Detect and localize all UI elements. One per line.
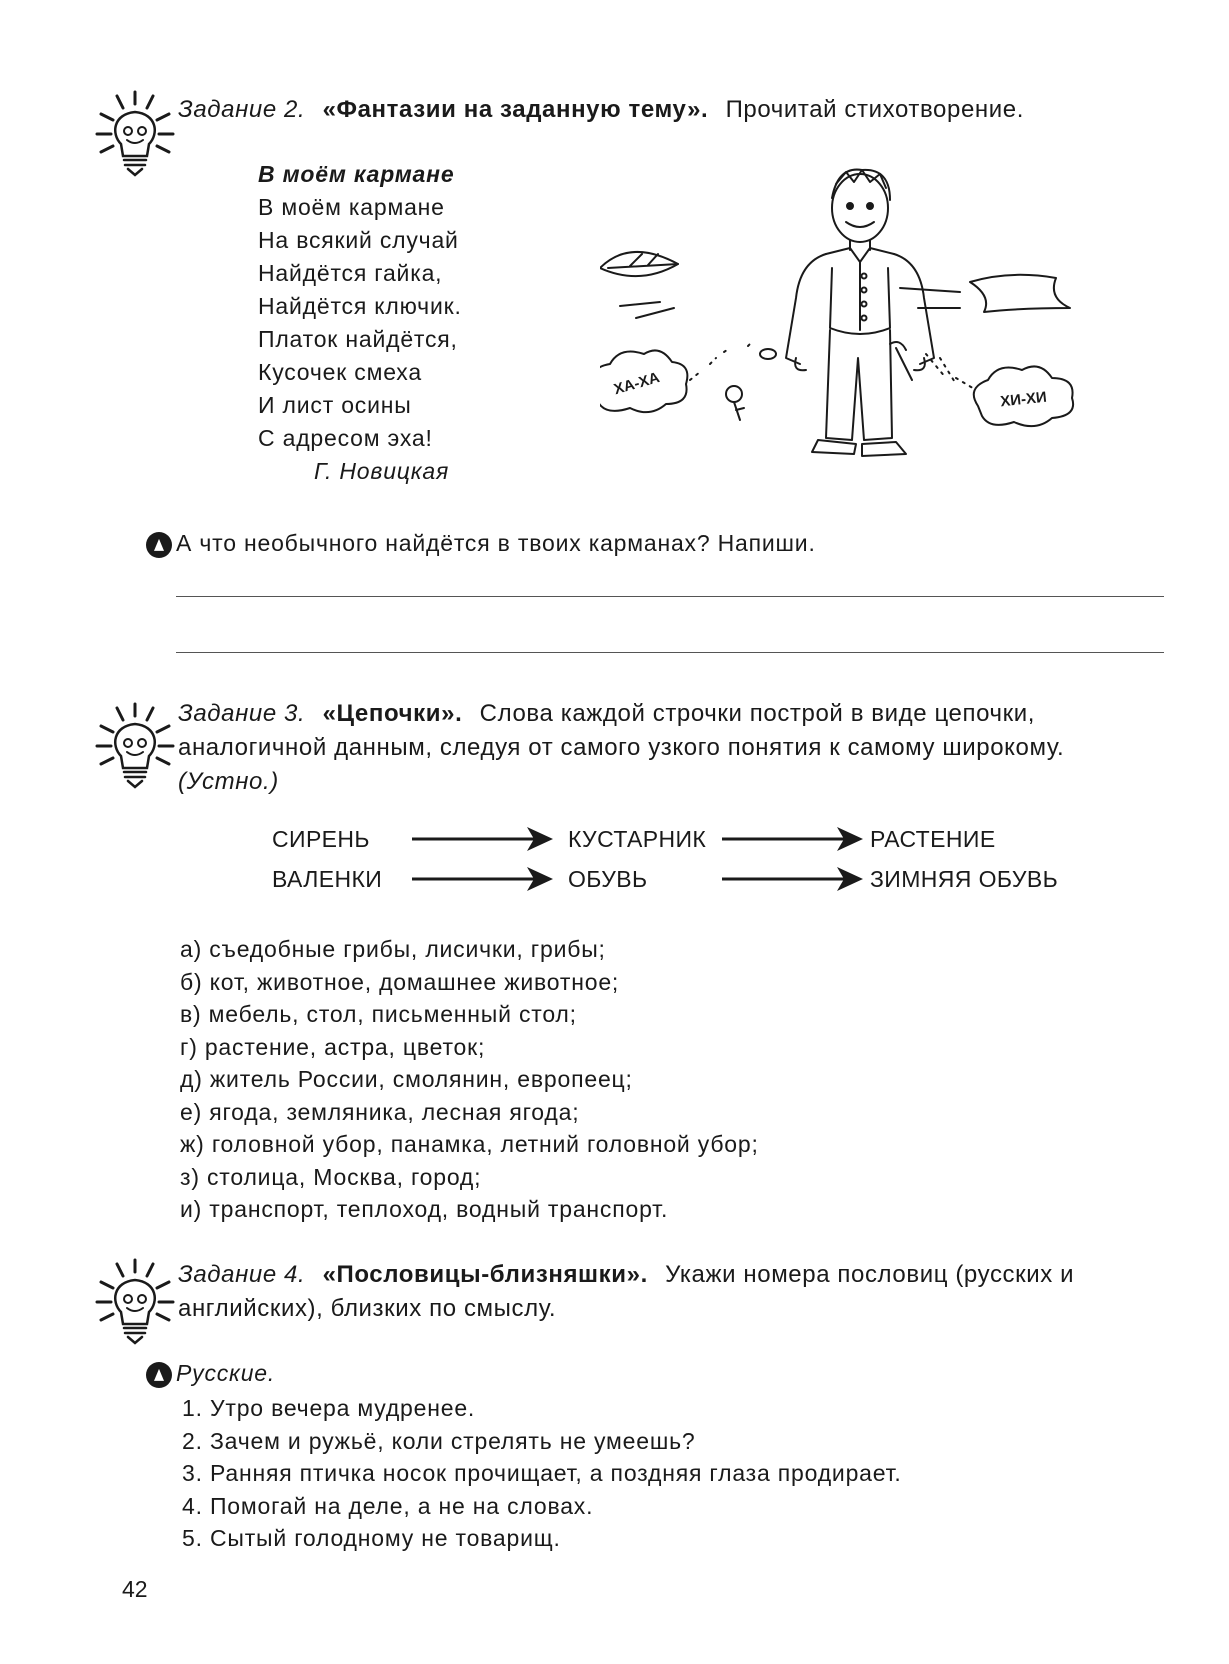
poem-line: Найдётся ключик.: [258, 293, 462, 319]
answer-line[interactable]: [176, 652, 1164, 653]
chain-example-2-word-1: ВАЛЕНКИ: [272, 866, 383, 892]
poem-line: Платок найдётся,: [258, 326, 458, 352]
task-2-title: «Фантазии на заданную тему».: [322, 96, 709, 123]
boy-pockets-illustration: [600, 158, 1160, 498]
pencil-badge-icon: [146, 532, 172, 558]
chain-example-1-word-2: КУСТАРНИК: [568, 826, 707, 852]
poem-line: И лист осины: [258, 392, 412, 418]
question-row: [146, 530, 816, 558]
chain-example-1-word-3: РАСТЕНИЕ: [870, 826, 996, 852]
task-2-heading: [178, 93, 1024, 127]
lightbulb-icon: [95, 88, 175, 178]
poem-line: Найдётся гайка,: [258, 260, 443, 286]
pencil-badge-icon: [146, 1362, 172, 1388]
poem: [258, 158, 462, 488]
list-item: 2. Зачем и ружьё, коли стрелять не умеешь?: [182, 1427, 696, 1454]
task-4-instruction-2: английских), близких по смыслу.: [178, 1295, 557, 1322]
list-item: 5. Сытый голодному не товарищ.: [182, 1525, 561, 1551]
cloud-right-text: ХИ-ХИ: [999, 388, 1048, 411]
task-4-heading: [178, 1258, 1178, 1326]
list-item: б) кот, животное, домашнее животное;: [180, 968, 620, 995]
task-3-note: (Устно.): [178, 768, 279, 795]
list-item: е) ягода, земляника, лесная ягода;: [180, 1098, 580, 1125]
chain-example-2-word-3: ЗИМНЯЯ ОБУВЬ: [870, 866, 1059, 892]
task-3-title: «Цепочки».: [322, 700, 463, 727]
lightbulb-icon: [95, 700, 175, 790]
arrow-right-icon: [720, 866, 865, 892]
arrow-right-icon: [720, 826, 865, 852]
poem-line: Кусочек смеха: [258, 359, 422, 385]
answer-line[interactable]: [176, 596, 1164, 597]
chain-example-1-word-1: СИРЕНЬ: [272, 826, 370, 852]
task-4-label: Задание 4.: [178, 1261, 306, 1288]
list-item: и) транспорт, теплоход, водный транспорт.: [180, 1196, 669, 1222]
list-item: г) растение, астра, цветок;: [180, 1033, 486, 1060]
russian-proverbs-list: [182, 1392, 902, 1555]
russian-heading-row: [146, 1360, 275, 1388]
poem-title: В моём кармане: [258, 161, 455, 187]
list-item: 3. Ранняя птичка носок прочищает, а поздняя глаза продирает.: [182, 1460, 902, 1486]
task-3-label: Задание 3.: [178, 700, 306, 727]
list-item: а) съедобные грибы, лисички, грибы;: [180, 936, 606, 962]
task-3-list: [180, 933, 759, 1226]
lightbulb-icon: [95, 1256, 175, 1346]
task-3-instruction-1: Слова каждой строчки построй в виде цепочки,: [479, 700, 1036, 727]
task-2-instruction: Прочитай стихотворение.: [725, 96, 1024, 123]
poem-author: Г. Новицкая: [314, 458, 450, 484]
poem-line: В моём кармане: [258, 194, 445, 220]
task-3-instruction-2: аналогичной данным, следуя от самого узкого понятия к самому широкому.: [178, 734, 1065, 761]
list-item: в) мебель, стол, письменный стол;: [180, 1001, 577, 1027]
chain-example-2-word-2: ОБУВЬ: [568, 866, 648, 892]
russian-heading: Русские.: [176, 1360, 276, 1386]
page-number: 42: [122, 1576, 148, 1602]
list-item: 4. Помогай на деле, а не на словах.: [182, 1492, 594, 1519]
poem-line: На всякий случай: [258, 227, 459, 253]
list-item: з) столица, Москва, город;: [180, 1163, 482, 1190]
task-3-heading: [178, 697, 1178, 799]
task-4-title: «Пословицы-близняшки».: [322, 1261, 648, 1288]
task-2-label: Задание 2.: [178, 96, 306, 123]
arrow-right-icon: [410, 826, 555, 852]
list-item: 1. Утро вечера мудренее.: [182, 1395, 476, 1421]
poem-line: С адресом эха!: [258, 425, 433, 451]
list-item: ж) головной убор, панамка, летний головной убор;: [180, 1131, 759, 1157]
task-4-instruction-1: Укажи номера пословиц (русских и: [665, 1261, 1075, 1288]
arrow-right-icon: [410, 866, 555, 892]
question-text: А что необычного найдётся в твоих карманах? Напиши.: [176, 530, 816, 556]
list-item: д) житель России, смолянин, европеец;: [180, 1066, 633, 1092]
cloud-left-text: ХА-ХА: [611, 369, 662, 399]
